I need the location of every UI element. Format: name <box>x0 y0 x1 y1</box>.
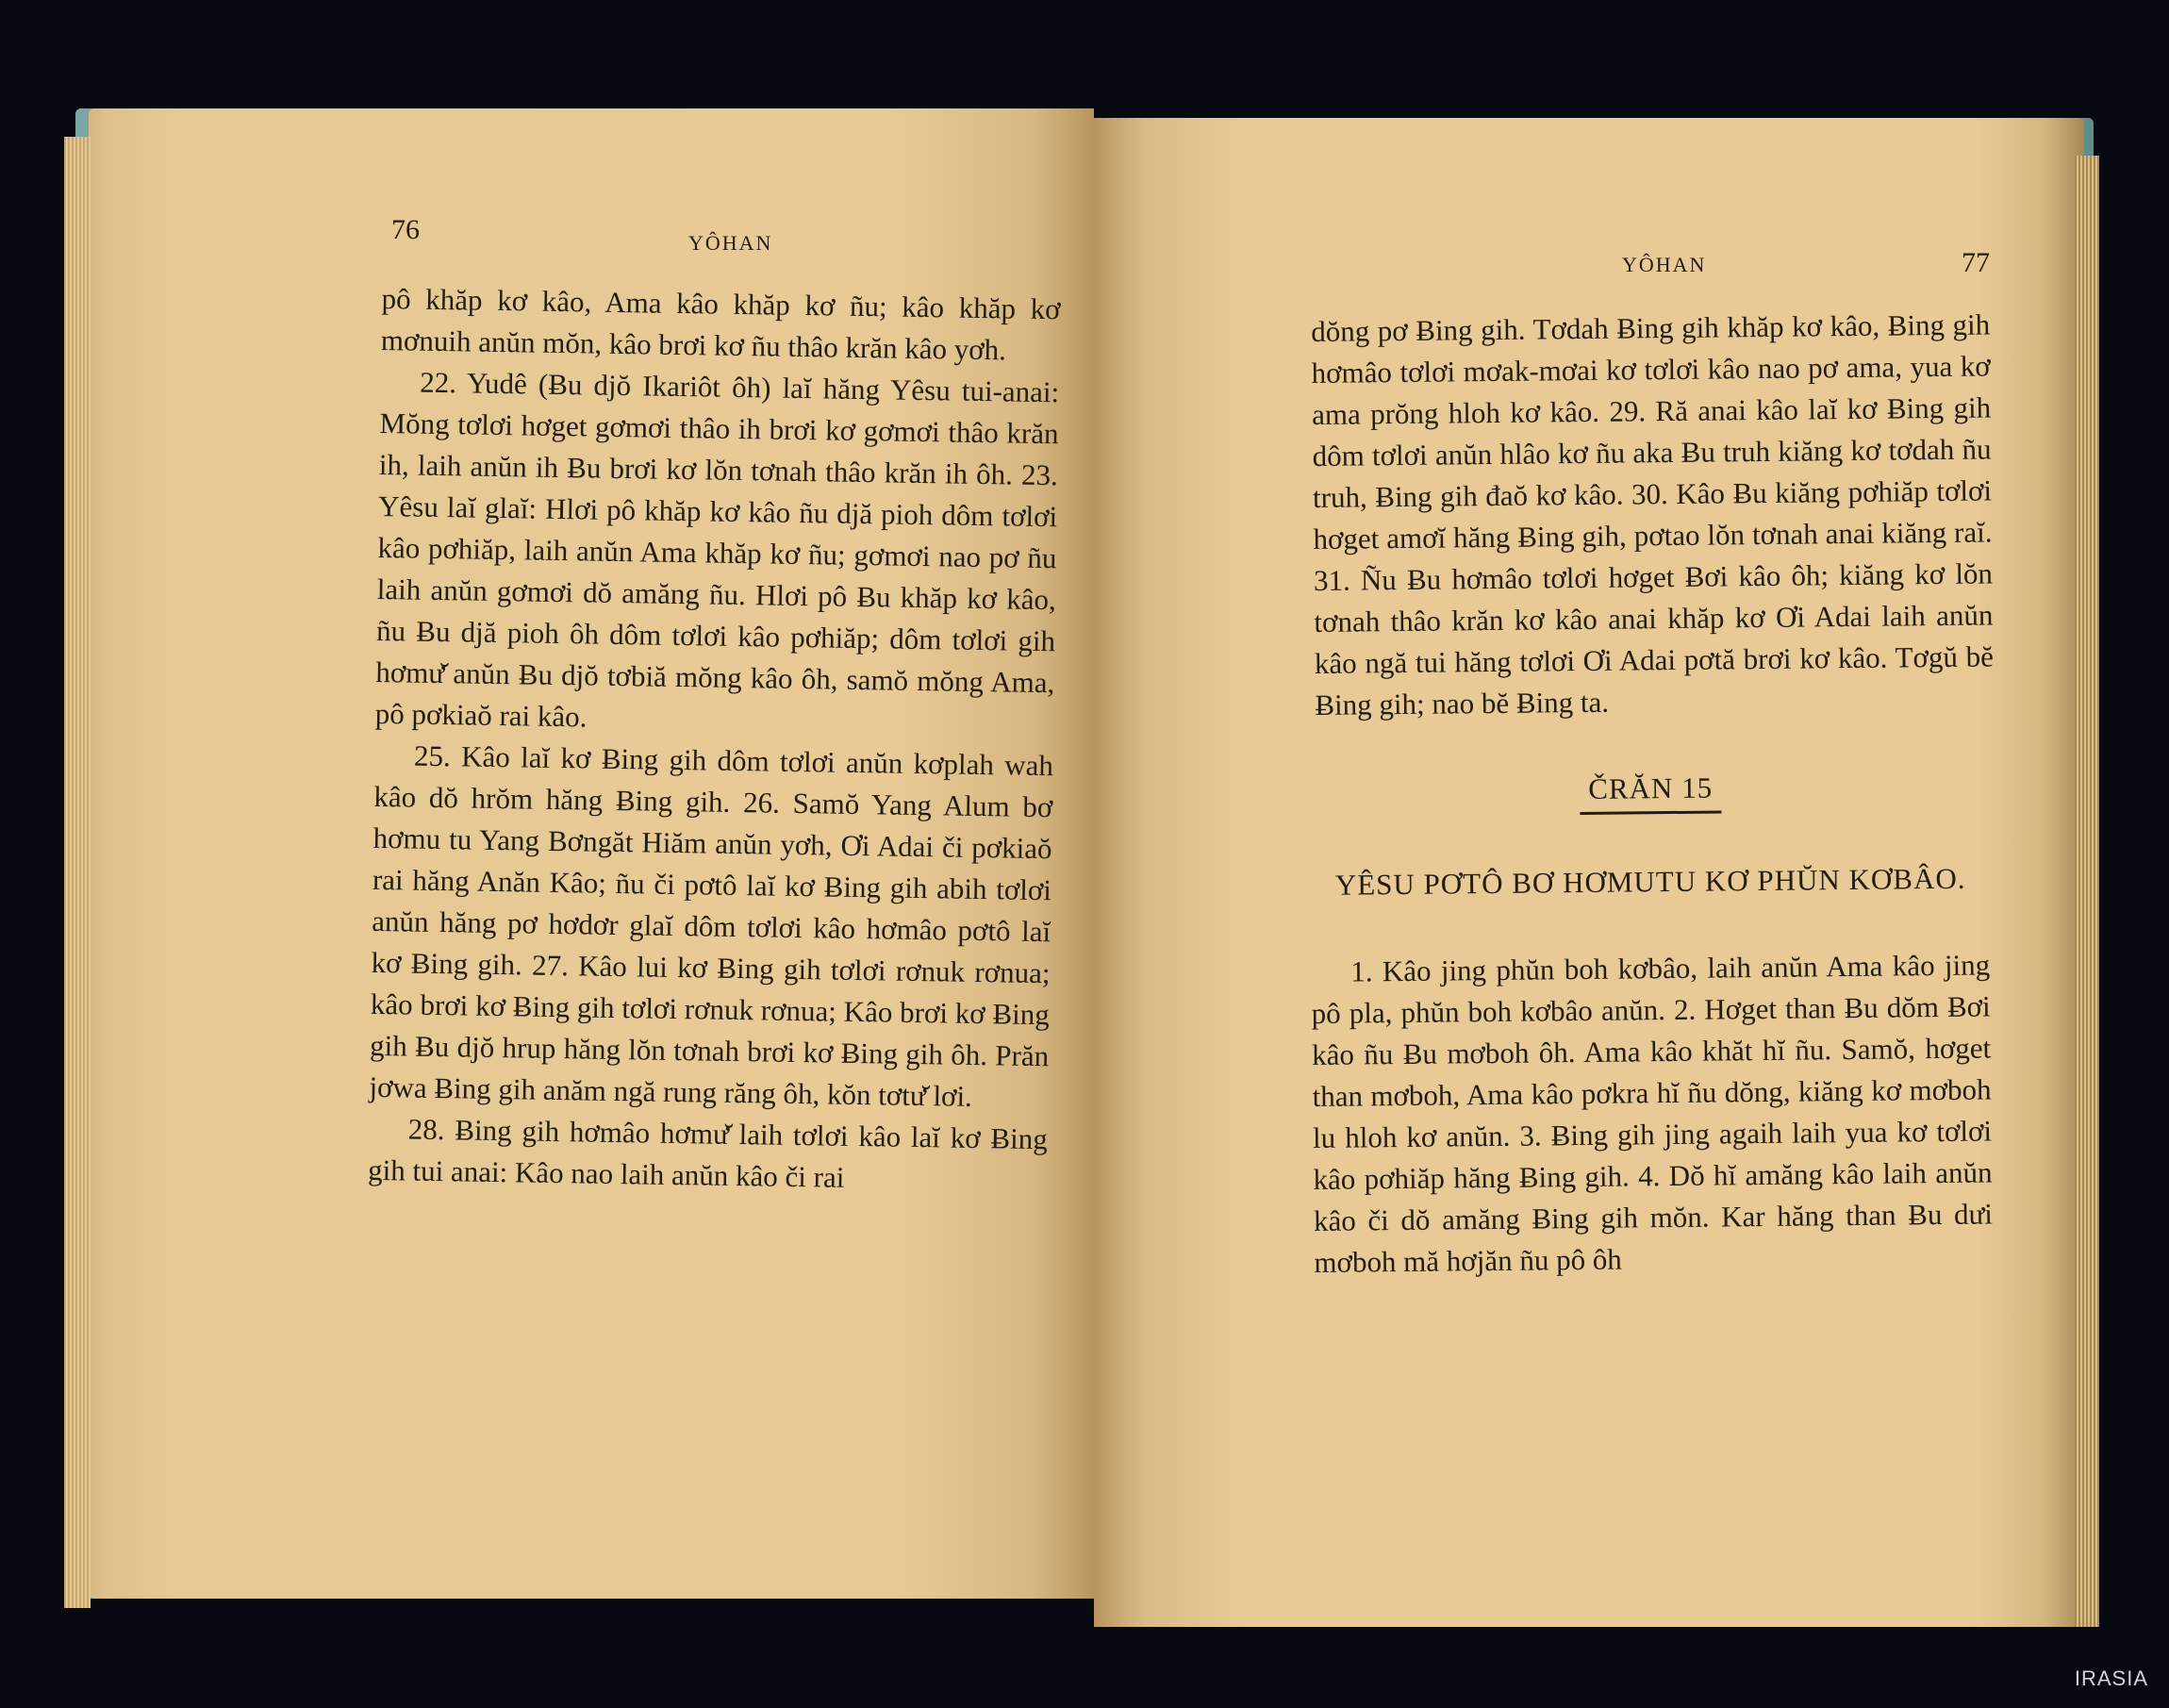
section-title: YÊSU PƠTÔ BƠ HƠMUTU KƠ PHŬN KƠBÂO. <box>1334 861 1966 902</box>
paragraph: 1. Kâo jing phŭn boh kơbâo, laih anŭn Ama kâo jing pô pla, phŭn boh kơbâo anŭn. 2. Hơget than Ƀu dŏm Ƀơi kâo ñu Ƀu mơboh ôh. Ama kâo khăt hĭ ñu. Samŏ, hơget than mơboh, Ama kâo pơkra hĭ ñu dŏng, kiăng kơ mơboh lu hloh kơ anŭn. 3. Ƀing gih jing agaih laih yua kơ tơlơi kâo pơhiăp hăng Ƀing gih. 4. Dŏ hĭ amăng kâo laih anŭn kâo či dŏ amăng Ƀing gih mŏn. Kar hăng than Ƀu dưi mơboh mă hơjăn ñu pô ôh <box>1311 948 1994 1279</box>
paragraph: 28. Ƀing gih hơmâo hơmư̆ laih tơlơi kâo laĭ kơ Ƀing gih tui anai: Kâo nao laih anŭn kâo či rai <box>367 1112 1049 1194</box>
right-running-head <box>1311 247 1990 311</box>
left-page-edges <box>64 137 91 1608</box>
watermark-text: IRASIA <box>2074 1667 2148 1690</box>
chapter-underline <box>1580 810 1721 815</box>
left-page-number: 76 <box>391 214 420 245</box>
open-book <box>75 90 2112 1636</box>
left-body-text <box>368 278 1061 1202</box>
chapter-heading-text: ČRĂN 15 <box>1588 771 1714 805</box>
paragraph: 25. Kâo laĭ kơ Ƀing gih dôm tơlơi anŭn kơplah wah kâo dŏ hrŏm hăng Ƀing gih. 26. Samŏ Yang Alum bơ hơmu tu Yang Bơngăt Hiăm anŭn yơh, Ơi Adai či pơkiaŏ rai hăng Anăn Kâo; ñu či pơtô laĭ kơ Ƀing gih abih tơlơi anŭn hăng pơ hơdơr glaĭ dôm tơlơi kâo hơmâo pơtô laĭ kơ Ƀing gih. 27. Kâo lui kơ Ƀing gih tơlơi rơnuk rơnua; kâo brơi kơ Ƀing gih tơlơi rơnuk rơnua; Kâo brơi kơ Ƀing gih Ƀu djŏ hrup hăng lŏn tơnah brơi kơ Ƀing gih ôh. Prăn jơwa Ƀing gih anăm ngă rung răng ôh, kŏn tơtư̆ lơi. <box>369 738 1054 1113</box>
paragraph: pô khăp kơ kâo, Ama kâo khăp kơ ñu; kâo khăp kơ mơnuih anŭn mŏn, kâo brơi kơ ñu thâo krăn kâo yơh. <box>380 281 1061 367</box>
right-running-title: YÔHAN <box>1622 253 1707 276</box>
left-running-title: YÔHAN <box>688 231 773 255</box>
right-page <box>1094 118 2094 1627</box>
paragraph: dŏng pơ Ƀing gih. Tơdah Ƀing gih khăp kơ kâo, Ƀing gih hơmâo tơlơi mơak-mơai kơ tơlơi kâo nao pơ ama, yua kơ ama prŏng hloh kơ kâo. 29. Ră anai kâo laĭ kơ Ƀing gih dôm tơlơi anŭn hlâo kơ ñu aka Ƀu truh kiăng kơ tơdah ñu truh, Ƀing gih đaŏ kơ kâo. 30. Kâo Ƀu kiăng pơhiăp tơlơi hơget amơĭ hăng Ƀing gih, pơtao lŏn tơnah anai kiăng raĭ. 31. Ñu Ƀu hơmâo tơlơi hơget Ƀơi kâo ôh; kiăng kơ lŏn tơnah thâo krăn kơ kâo anai khăp kơ Ơi Adai laih anŭn kâo ngă tui hăng tơlơi Ơi Adai pơtă brơi kơ kâo. Tơgŭ bĕ Ƀing gih; nao bĕ Ƀing ta. <box>1311 307 1995 721</box>
right-body-text-top <box>1311 304 1995 726</box>
right-page-edges <box>2075 156 2099 1627</box>
left-page <box>75 108 1094 1599</box>
right-body-text-bottom <box>1311 944 1994 1284</box>
left-running-head <box>306 214 985 278</box>
right-page-number: 77 <box>1962 247 1990 278</box>
paragraph: 22. Yudê (Ƀu djŏ Ikariôt ôh) laĭ hăng Yêsu tui-anai: Mŏng tơlơi hơget gơmơi thâo ih brơi kơ gơmơi thâo krăn ih, laih anŭn ih Ƀu brơi kơ lŏn tơnah thâo krăn ih ôh. 23. Yêsu laĭ glaĭ: Hlơi pô khăp kơ kâo ñu djă pioh dôm tơlơi kâo pơhiăp, laih anŭn Ama khăp kơ ñu; gơmơi nao pơ ñu laih anŭn gơmơi dŏ amăng ñu. Hlơi pô Ƀu khăp kơ kâo, ñu Ƀu djă pioh ôh dôm tơlơi kâo pơhiăp; dôm tơlơi gih hơmư̆ anŭn Ƀu djŏ tơbiă mŏng kâo ôh, samŏ mŏng Ama, pô pơkiaŏ rai kâo. <box>374 365 1060 734</box>
chapter-heading <box>1311 768 1990 818</box>
